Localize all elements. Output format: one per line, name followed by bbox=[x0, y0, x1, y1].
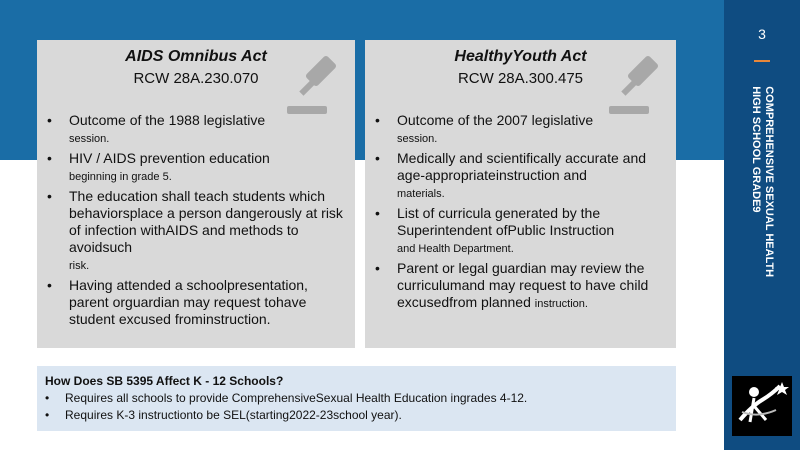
bullet-small-text: and Health Department. bbox=[397, 243, 514, 255]
list-item: • Requires all schools to provide ComprehensiveSexual Health Education ingrades 4-12. bbox=[45, 390, 527, 407]
list-item: • Requires K-3 instructionto be SEL(starting2022-23school year). bbox=[45, 407, 527, 424]
card-subtitle: RCW 28A.230.070 bbox=[133, 70, 259, 87]
list-item bbox=[371, 112, 670, 148]
bullet-list bbox=[43, 112, 349, 330]
card-subtitle: RCW 28A.300.475 bbox=[457, 70, 584, 87]
bullet-text: Parent or legal guardian may review the curriculumand may request to have child excusedfrom planned bbox=[397, 260, 649, 310]
card-title: AIDS Omnibus Act bbox=[125, 48, 267, 65]
aids-omnibus-act-card bbox=[37, 40, 355, 348]
card-title: HealthyYouth Act bbox=[454, 48, 587, 65]
bullet-small-text: session. bbox=[397, 133, 438, 145]
summary-list bbox=[45, 390, 527, 424]
bullet-small-text: instruction. bbox=[534, 298, 588, 310]
bullet-list bbox=[371, 112, 670, 315]
bullet-small-text: beginning in grade 5. bbox=[69, 171, 172, 183]
list-item bbox=[371, 150, 670, 203]
bullet-small-text: materials. bbox=[397, 188, 445, 200]
page-number: 3 bbox=[758, 26, 766, 42]
bullet-text: Medically and scientifically accurate and age-appropriateinstruction and bbox=[397, 150, 647, 183]
bullet-text: Having attended a schoolpresentation, parent orguardian may request tohave student excused frominstruction. bbox=[69, 277, 308, 327]
list-item bbox=[43, 112, 349, 148]
side-label-line-1: COMPREHENSIVE SEXUAL HEALTH bbox=[763, 86, 775, 278]
list-item bbox=[43, 188, 349, 275]
summary-title: How Does SB 5395 Affect K - 12 Schools? bbox=[45, 374, 284, 388]
healthy-youth-act-card bbox=[365, 40, 676, 348]
list-item bbox=[371, 260, 670, 313]
bullet-text: Outcome of the 1988 legislative bbox=[69, 112, 266, 128]
side-label bbox=[736, 74, 788, 277]
bullet-text: The education shall teach students which behaviorsplace a person dangerously at risk of infection withAIDS and methods to avoidsuch bbox=[69, 188, 343, 255]
list-item bbox=[371, 205, 670, 258]
bullet-text: HIV / AIDS prevention education bbox=[69, 150, 270, 166]
accent-divider bbox=[754, 60, 770, 62]
bullet-small-text: session. bbox=[69, 133, 110, 145]
side-label-line-2: HIGH SCHOOL GRADE9 bbox=[750, 86, 762, 213]
bullet-text: Outcome of the 2007 legislative bbox=[397, 112, 594, 128]
bullet-text: List of curricula generated by the Superintendent ofPublic Instruction bbox=[397, 205, 615, 238]
list-item bbox=[43, 277, 349, 328]
bullet-small-text: risk. bbox=[69, 260, 90, 272]
list-item bbox=[43, 150, 349, 186]
logo-star-figure-icon bbox=[732, 376, 792, 436]
side-panel bbox=[724, 0, 800, 450]
sb-5395-summary-box bbox=[37, 366, 676, 431]
